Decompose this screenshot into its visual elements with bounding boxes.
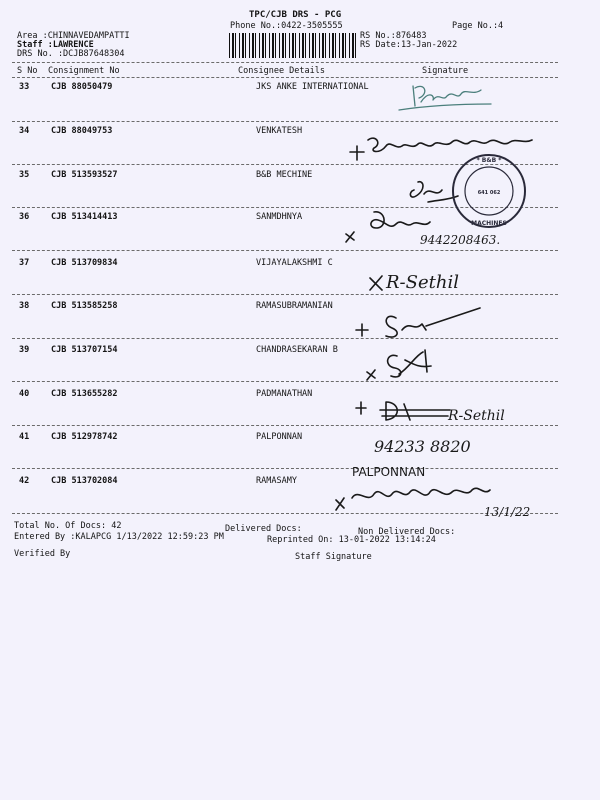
row-sno: 33 <box>19 82 30 92</box>
handwritten-date: 13/1/22 <box>484 505 531 519</box>
row-consignee: PADMANATHAN <box>256 389 313 399</box>
drs-number: DRS No. :DCJB87648304 <box>17 49 125 59</box>
row-consignment: CJB 513707154 <box>51 345 118 355</box>
svg-text:MACHINES: MACHINES <box>471 220 507 227</box>
signature-row-40 <box>352 394 532 430</box>
signature-row-33 <box>395 80 515 120</box>
row-sno: 34 <box>19 126 30 136</box>
total-docs: Total No. Of Docs: 42 <box>14 521 122 531</box>
row-consignment: CJB 512978742 <box>51 432 118 442</box>
phone-number: Phone No.:0422-3505555 <box>230 21 343 31</box>
row-consignee: RAMASUBRAMANIAN <box>256 301 333 311</box>
reprinted-on: Reprinted On: 13-01-2022 13:14:24 <box>267 535 436 545</box>
row-consignment: CJB 513585258 <box>51 301 118 311</box>
area-label: Area :CHINNAVEDAMPATTI <box>17 31 130 41</box>
divider <box>12 250 558 251</box>
col-header-signature: Signature <box>422 66 469 76</box>
divider <box>12 381 558 382</box>
divider <box>12 77 558 78</box>
rs-number: RS No.:876483 <box>360 31 427 41</box>
svg-text:641 062: 641 062 <box>477 190 501 196</box>
barcode <box>229 33 356 58</box>
divider <box>12 62 558 63</box>
row-consignee: CHANDRASEKARAN B <box>256 345 338 355</box>
row-consignment: CJB 88049753 <box>51 126 113 136</box>
row-sno: 42 <box>19 476 30 486</box>
row-sno: 41 <box>19 432 30 442</box>
handwritten-name: R-Sethil <box>386 272 459 293</box>
row-consignee: B&B MECHINE <box>256 170 313 180</box>
handwritten-phone: 94233 8820 <box>374 437 471 456</box>
row-sno: 40 <box>19 389 30 399</box>
rs-date: RS Date:13-Jan-2022 <box>360 40 458 50</box>
staff-signature: Staff Signature <box>295 552 372 562</box>
signature-row-42 <box>334 478 549 522</box>
signature-row-41 <box>340 432 540 484</box>
signature-row-36 <box>340 208 515 250</box>
svg-text:* B&B *: * B&B * <box>476 157 502 164</box>
handwritten-name: R-Sethil <box>448 408 505 424</box>
verified-by: Verified By <box>14 549 71 559</box>
row-consignment: CJB 88050479 <box>51 82 113 92</box>
page-number: Page No.:4 <box>452 21 504 31</box>
handwritten-name: PALPONNAN <box>352 465 426 479</box>
col-header-sno: S No <box>17 66 38 76</box>
signature-row-37 <box>368 260 528 296</box>
row-consignee: RAMASAMY <box>256 476 297 486</box>
report-title: TPC/CJB DRS - PCG <box>249 10 342 20</box>
row-consignee: PALPONNAN <box>256 432 303 442</box>
row-consignment: CJB 513655282 <box>51 389 118 399</box>
row-consignment: CJB 513702084 <box>51 476 118 486</box>
row-consignee: JKS ANKE INTERNATIONAL <box>256 82 369 92</box>
handwritten-phone: 9442208463. <box>420 233 501 247</box>
col-header-consignee: Consignee Details <box>238 66 325 76</box>
delivered-docs: Delivered Docs: <box>225 524 302 534</box>
signature-row-39 <box>365 346 455 384</box>
row-consignment: CJB 513709834 <box>51 258 118 268</box>
row-consignment: CJB 513414413 <box>51 212 118 222</box>
row-consignee: VIJAYALAKSHMI C <box>256 258 333 268</box>
row-sno: 38 <box>19 301 30 311</box>
row-sno: 37 <box>19 258 30 268</box>
staff-label: Staff :LAWRENCE <box>17 40 94 50</box>
row-sno: 35 <box>19 170 30 180</box>
non-delivered-docs: Non Delivered Docs: <box>358 527 456 537</box>
row-sno: 39 <box>19 345 30 355</box>
row-consignment: CJB 513593527 <box>51 170 118 180</box>
divider <box>12 121 558 122</box>
row-consignee: VENKATESH <box>256 126 303 136</box>
signature-row-38 <box>352 302 492 344</box>
row-consignee: SANMDHNYA <box>256 212 303 222</box>
entered-by: Entered By :KALAPCG 1/13/2022 12:59:23 PM <box>14 532 224 542</box>
row-sno: 36 <box>19 212 30 222</box>
col-header-consignment: Consignment No <box>48 66 120 76</box>
